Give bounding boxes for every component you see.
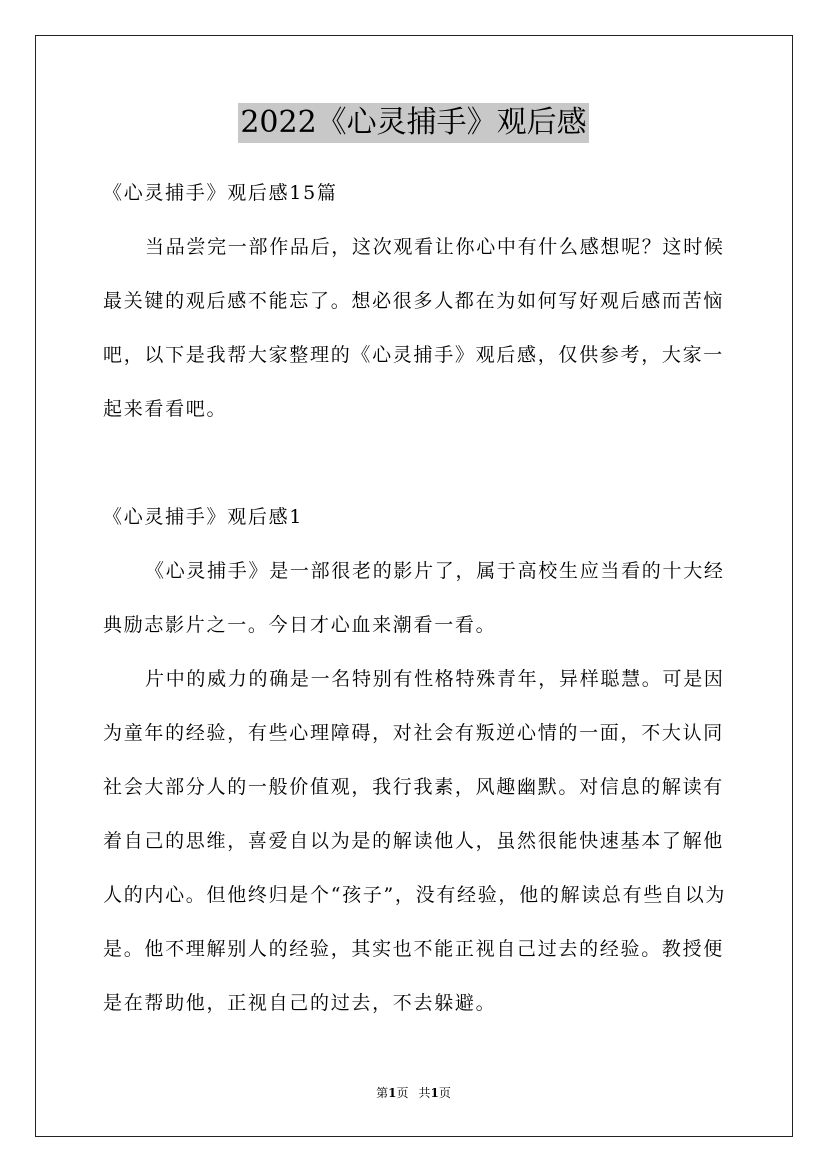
paragraph-line: 片中的威力的确是一名特别有性格特殊青年，异样聪慧。可是因 <box>145 668 725 690</box>
document-body <box>103 166 727 1030</box>
paragraph-line: 为童年的经验，有些心理障碍，对社会有叛逆心情的一面，不大认同 <box>103 722 725 744</box>
document-title: 2022《心灵捕手》观后感 <box>238 103 588 143</box>
page-suffix: 页 <box>396 1086 409 1100</box>
paragraph-line: 着自己的思维，喜爱自以为是的解读他人，虽然很能快速基本了解他 <box>103 830 725 852</box>
paragraph-line: 人的内心。但他终归是个“孩子”，没有经验，他的解读总有些自以为 <box>103 884 727 906</box>
paragraph-line: 社会大部分人的一般价值观，我行我素，风趣幽默。对信息的解读有 <box>103 776 725 798</box>
total-number: 1 <box>430 1086 439 1100</box>
paragraph-line: 《心灵捕手》是一部很老的影片了，属于高校生应当看的十大经 <box>145 560 725 582</box>
section-heading: 《心灵捕手》观后感1 <box>103 506 304 528</box>
total-prefix: 共 <box>418 1086 431 1100</box>
paragraph-line: 是。他不理解别人的经验，其实也不能正视自己过去的经验。教授便 <box>103 938 725 960</box>
blank-line <box>103 436 727 490</box>
title-container <box>0 103 827 143</box>
total-pages-indicator <box>419 1086 451 1100</box>
paragraph-line: 当品尝完一部作品后，这次观看让你心中有什么感想呢？这时候 <box>145 236 725 258</box>
paragraph-1 <box>103 544 727 652</box>
page-prefix: 第 <box>376 1086 389 1100</box>
document-subtitle: 《心灵捕手》观后感15篇 <box>103 182 338 204</box>
page-footer <box>0 1084 827 1102</box>
intro-paragraph <box>103 220 727 436</box>
paragraph-2 <box>103 652 727 1030</box>
page-indicator <box>376 1086 408 1100</box>
paragraph-line: 典励志影片之一。今日才心血来潮看一看。 <box>103 614 497 636</box>
total-suffix: 页 <box>438 1086 451 1100</box>
paragraph-line: 是在帮助他，正视自己的过去，不去躲避。 <box>103 992 497 1014</box>
paragraph-line: 吧，以下是我帮大家整理的《心灵捕手》观后感，仅供参考，大家一 <box>103 344 725 366</box>
page-number: 1 <box>388 1086 397 1100</box>
paragraph-line: 最关键的观后感不能忘了。想必很多人都在为如何写好观后感而苦恼 <box>103 290 725 312</box>
paragraph-line: 起来看看吧。 <box>103 398 228 420</box>
